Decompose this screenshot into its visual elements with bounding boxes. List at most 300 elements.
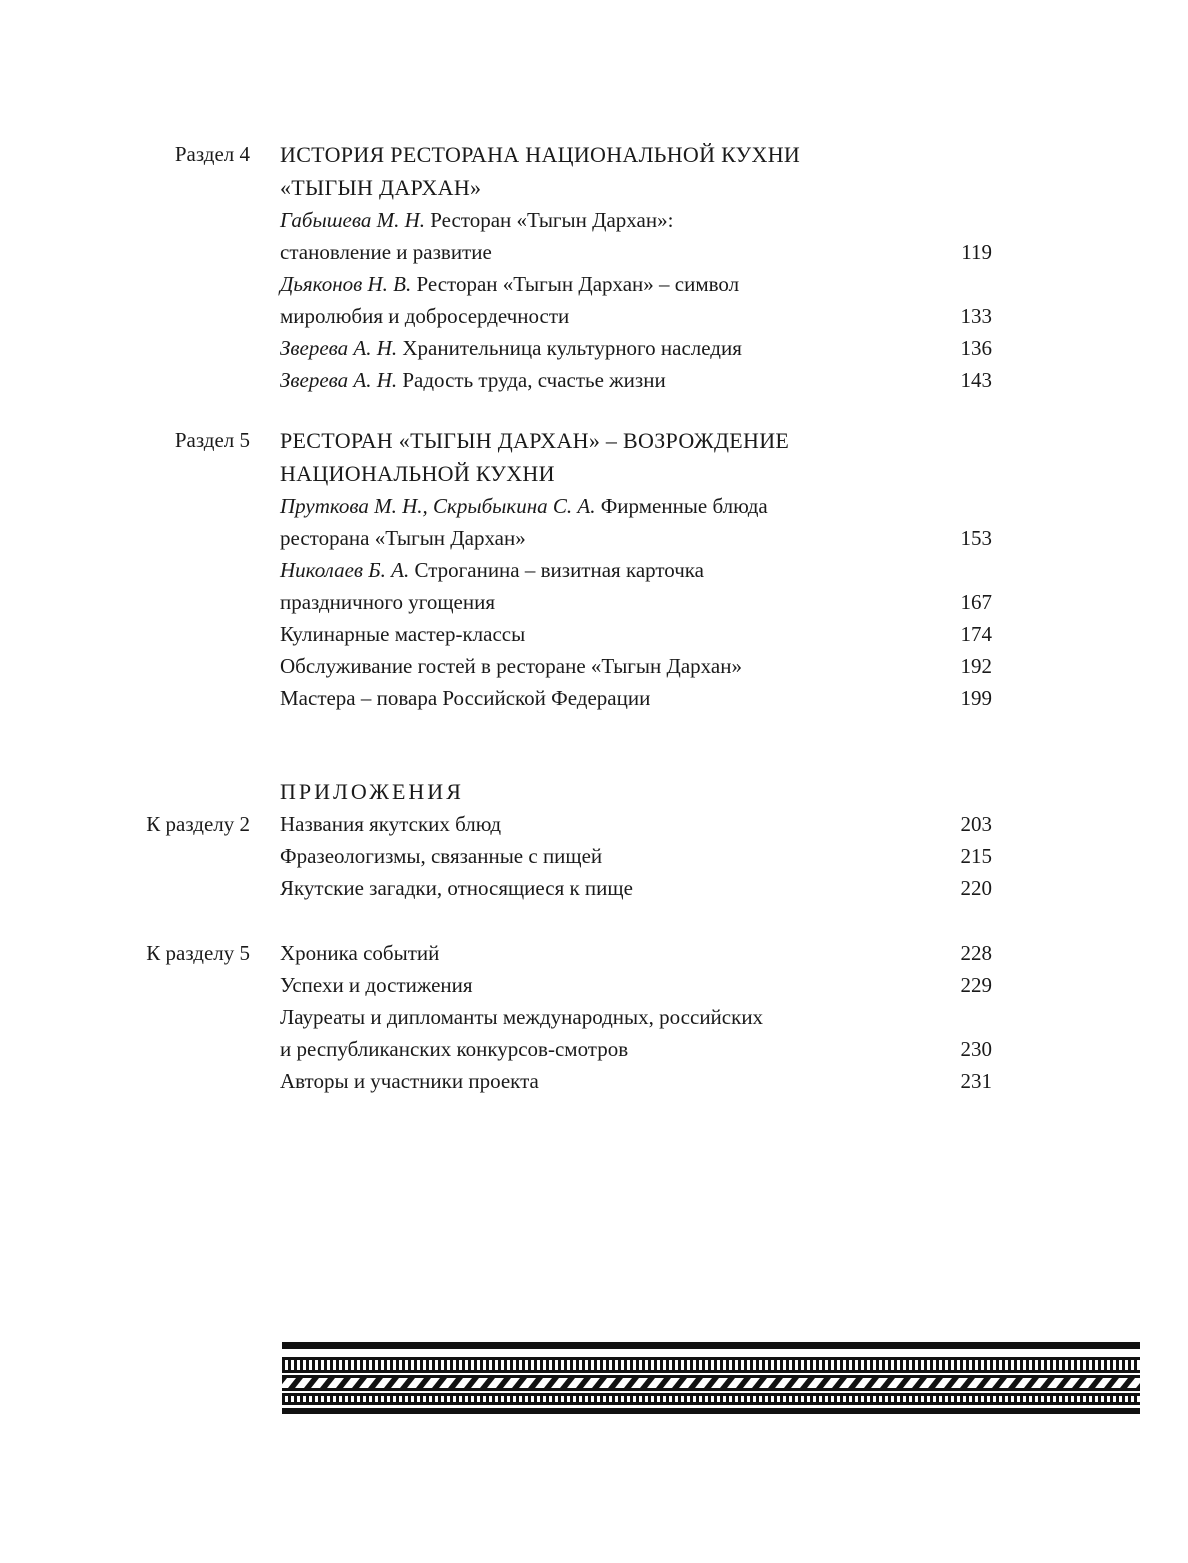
ornament-tooth: [762, 1360, 765, 1370]
toc-entry: [280, 490, 1000, 554]
ornament-slash: [592, 1378, 607, 1388]
ornament-tooth: [960, 1360, 963, 1370]
ornament-tooth: [690, 1360, 693, 1370]
ornament-tooth: [552, 1360, 555, 1370]
ornament-tooth: [468, 1396, 471, 1402]
ornament-slash: [512, 1378, 527, 1388]
ornament-tooth: [690, 1396, 693, 1402]
ornament-slash: [1008, 1378, 1023, 1388]
ornament-tooth: [504, 1360, 507, 1370]
ornament-tooth: [612, 1396, 615, 1402]
ornament-tooth: [486, 1396, 489, 1402]
ornament-tooth: [648, 1396, 651, 1402]
ornament-tooth: [486, 1360, 489, 1370]
ornament-tooth: [882, 1396, 885, 1402]
ornament-tooth: [600, 1396, 603, 1402]
entry-page-number: 199: [960, 686, 992, 710]
ornament-tooth: [1116, 1360, 1119, 1370]
section-heading-line: НАЦИОНАЛЬНОЙ КУХНИ: [280, 461, 555, 486]
ornament-tooth: [804, 1360, 807, 1370]
ornament-tooth: [1128, 1396, 1131, 1402]
ornament-tooth: [396, 1396, 399, 1402]
ornament-tooth: [852, 1396, 855, 1402]
section-heading-line: ИСТОРИЯ РЕСТОРАНА НАЦИОНАЛЬНОЙ КУХНИ: [280, 142, 801, 167]
ornament-tooth: [714, 1396, 717, 1402]
ornament-tooth: [546, 1396, 549, 1402]
ornament-slash: [672, 1378, 687, 1388]
ornament-tooth: [528, 1396, 531, 1402]
ornament-tooth: [948, 1396, 951, 1402]
ornament-tooth: [378, 1396, 381, 1402]
ornament-tooth: [816, 1360, 819, 1370]
ornament-tooth: [564, 1360, 567, 1370]
ornament-tooth: [678, 1396, 681, 1402]
toc-entry: [280, 618, 1000, 650]
ornament-tooth: [618, 1360, 621, 1370]
ornament-tooth: [1098, 1360, 1101, 1370]
ornament-tooth: [492, 1360, 495, 1370]
entry-title: Успехи и достижения: [280, 973, 473, 997]
ornament-tooth: [504, 1396, 507, 1402]
ornament-tooth: [1044, 1360, 1047, 1370]
ornament-tooth: [768, 1360, 771, 1370]
ornament-slash: [912, 1378, 927, 1388]
entry-title: Фразеологизмы, связанные с пищей: [280, 844, 603, 868]
entry-page-number: 231: [960, 1069, 992, 1093]
ornament-tooth: [858, 1396, 861, 1402]
entry-title-cont: и республиканских конкурсов-смотров: [280, 1037, 629, 1061]
ornament-slash: [448, 1378, 463, 1388]
entry-page-number: 215: [960, 844, 992, 868]
ornament-tooth: [1044, 1396, 1047, 1402]
entry-page-number: 119: [961, 240, 992, 264]
ornament-tooth: [666, 1396, 669, 1402]
ornament-tooth: [1050, 1396, 1053, 1402]
section-label: Раздел 5: [174, 428, 250, 452]
ornament-tooth: [312, 1360, 315, 1370]
ornament-tooth: [534, 1396, 537, 1402]
ornament-tooth: [390, 1396, 393, 1402]
appendix-group-body: [280, 808, 1000, 904]
ornament-tooth: [750, 1360, 753, 1370]
ornament-tooth: [612, 1360, 615, 1370]
ornament-tooth: [378, 1360, 381, 1370]
ornament-slash: [282, 1378, 287, 1388]
ornament-tooth: [432, 1396, 435, 1402]
ornament-tooth: [834, 1360, 837, 1370]
ornament-tooth: [414, 1396, 417, 1402]
ornament-slash: [704, 1378, 719, 1388]
ornament-tooth: [576, 1360, 579, 1370]
section-label: Раздел 4: [174, 142, 250, 166]
ornament-tooth: [462, 1360, 465, 1370]
ornament-tooth: [918, 1396, 921, 1402]
ornament-tooth: [942, 1396, 945, 1402]
ornament-tooth: [756, 1360, 759, 1370]
ornament-tooth: [396, 1360, 399, 1370]
ornament-tooth: [420, 1396, 423, 1402]
entry-page-number: 174: [960, 622, 992, 646]
ornament-tooth: [372, 1396, 375, 1402]
ornament-tooth: [900, 1360, 903, 1370]
ornament-tooth: [1086, 1360, 1089, 1370]
ornament-tooth: [984, 1360, 987, 1370]
section-heading-line: «ТЫГЫН ДАРХАН»: [280, 175, 482, 200]
ornament-tooth: [804, 1396, 807, 1402]
ornament-tooth: [1134, 1360, 1137, 1370]
ornament-tooth: [360, 1360, 363, 1370]
entry-title: Хроника событий: [280, 941, 440, 965]
ornament-tooth: [444, 1360, 447, 1370]
ornament-tooth: [906, 1360, 909, 1370]
ornament-tooth: [426, 1360, 429, 1370]
ornament-tooth: [702, 1360, 705, 1370]
entry-page-number: 220: [960, 876, 992, 900]
ornament-tooth: [1068, 1360, 1071, 1370]
ornament-tooth: [912, 1396, 915, 1402]
ornament-tooth: [498, 1396, 501, 1402]
appendix-group-label: К разделу 2: [146, 812, 250, 836]
ornament-tooth: [456, 1396, 459, 1402]
ornament-tooth: [408, 1396, 411, 1402]
ornament-lower-comb-bottom-rule: [282, 1402, 1140, 1405]
ornament-slash: [832, 1378, 847, 1388]
ornament-tooth: [948, 1360, 951, 1370]
ornament-tooth: [708, 1360, 711, 1370]
ornament-tooth: [1008, 1360, 1011, 1370]
ornament-tooth: [762, 1396, 765, 1402]
ornament-comb-bottom: [282, 1396, 1137, 1402]
ornament-tooth: [798, 1396, 801, 1402]
entry-title: Фирменные блюда: [595, 494, 768, 518]
entry-author: Зверева А. Н.: [280, 368, 398, 392]
ornament-slash: [736, 1378, 751, 1388]
ornament-tooth: [894, 1360, 897, 1370]
ornament-tooth: [966, 1360, 969, 1370]
entry-page-number: 143: [960, 368, 992, 392]
ornament-tooth: [294, 1396, 297, 1402]
ornament-tooth: [1002, 1360, 1005, 1370]
ornament-tooth: [534, 1360, 537, 1370]
ornament-slash: [320, 1378, 335, 1388]
ornament-tooth: [744, 1396, 747, 1402]
ornament-slash: [304, 1378, 319, 1388]
ornament-tooth: [642, 1360, 645, 1370]
ornament-tooth: [954, 1360, 957, 1370]
ornament-tooth: [876, 1360, 879, 1370]
ornament-slash: [624, 1378, 639, 1388]
ornament-tooth: [1020, 1360, 1023, 1370]
ornament-tooth: [870, 1396, 873, 1402]
entry-page-number: 153: [960, 526, 992, 550]
ornament-tooth: [660, 1360, 663, 1370]
section-body: [280, 424, 1000, 714]
ornament-tooth: [1128, 1360, 1131, 1370]
ornament-tooth: [540, 1360, 543, 1370]
ornament-slash: [608, 1378, 623, 1388]
ornament-tooth: [1032, 1396, 1035, 1402]
entry-page-number: 136: [960, 336, 992, 360]
ornament-tooth: [522, 1360, 525, 1370]
ornament-tooth: [546, 1360, 549, 1370]
ornament-slash: [1072, 1378, 1087, 1388]
ornament-tooth: [672, 1396, 675, 1402]
ornament-tooth: [450, 1360, 453, 1370]
ornament-tooth: [930, 1360, 933, 1370]
ornament-tooth: [600, 1360, 603, 1370]
ornament-slash: [1120, 1378, 1135, 1388]
ornament-tooth: [888, 1396, 891, 1402]
ornament-tooth: [1026, 1396, 1029, 1402]
toc-entry: [280, 872, 1000, 904]
ornament-slash: [576, 1378, 591, 1388]
toc-entry: [280, 204, 1000, 268]
ornament-tooth: [438, 1396, 441, 1402]
entry-title: Радость труда, счастье жизни: [397, 368, 666, 392]
ornament-tooth: [1122, 1360, 1125, 1370]
ornament-tooth: [576, 1396, 579, 1402]
ornament-tooth: [630, 1360, 633, 1370]
ornament-tooth: [630, 1396, 633, 1402]
ornament-tooth: [768, 1396, 771, 1402]
ornament-slash: [400, 1378, 415, 1388]
ornament-tooth: [354, 1360, 357, 1370]
ornament-tooth: [468, 1360, 471, 1370]
ornament-tooth: [306, 1360, 309, 1370]
ornament-tooth: [936, 1360, 939, 1370]
entry-title: Ресторан «Тыгын Дархан» – символ: [411, 272, 740, 296]
ornament-tooth: [786, 1396, 789, 1402]
ornament-tooth: [594, 1396, 597, 1402]
ornament-tooth: [786, 1360, 789, 1370]
ornament-tooth: [1080, 1396, 1083, 1402]
ornament-tooth: [1038, 1396, 1041, 1402]
ornament-tooth: [900, 1396, 903, 1402]
ornament-tooth: [1110, 1396, 1113, 1402]
ornament-tooth: [1110, 1360, 1113, 1370]
ornament-tooth: [648, 1360, 651, 1370]
ornament-tooth: [774, 1396, 777, 1402]
toc-entry: [280, 1065, 1000, 1097]
ornament-slash: [896, 1378, 911, 1388]
ornament-tooth: [978, 1396, 981, 1402]
ornament-tooth: [582, 1360, 585, 1370]
ornament-tooth: [1074, 1396, 1077, 1402]
ornament-tooth: [930, 1396, 933, 1402]
ornament-tooth: [588, 1360, 591, 1370]
ornament-tooth: [522, 1396, 525, 1402]
ornament-tooth: [822, 1396, 825, 1402]
ornament-tooth: [360, 1396, 363, 1402]
entry-title: Лауреаты и дипломанты международных, российских: [280, 1005, 764, 1029]
ornament-tooth: [312, 1396, 315, 1402]
ornament-tooth: [594, 1360, 597, 1370]
ornament-slash-band: [282, 1378, 1140, 1388]
ornament-slash: [528, 1378, 543, 1388]
ornament-band-top-rule: [282, 1375, 1140, 1378]
ornament-tooth: [510, 1396, 513, 1402]
ornament-tooth: [492, 1396, 495, 1402]
ornament-tooth: [288, 1360, 291, 1370]
ornament-tooth: [684, 1360, 687, 1370]
toc-entry: [280, 682, 1000, 714]
ornament-tooth: [1032, 1360, 1035, 1370]
ornament-tooth: [330, 1360, 333, 1370]
ornament-tooth: [390, 1360, 393, 1370]
entry-author: Дьяконов Н. В.: [280, 272, 412, 296]
ornament-tooth: [366, 1360, 369, 1370]
ornament-tooth: [294, 1360, 297, 1370]
toc-entry: [280, 364, 1000, 396]
ornament-tooth: [636, 1360, 639, 1370]
ornament-tooth: [384, 1396, 387, 1402]
ornament-slash: [464, 1378, 479, 1388]
ornament-tooth: [564, 1396, 567, 1402]
ornament-tooth: [684, 1396, 687, 1402]
ornament-slash: [800, 1378, 815, 1388]
ornament-tooth: [660, 1396, 663, 1402]
ornament-slash: [640, 1378, 655, 1388]
ornament-slash: [752, 1378, 767, 1388]
ornament-tooth: [408, 1360, 411, 1370]
ornament-tooth: [1056, 1360, 1059, 1370]
ornament-tooth: [810, 1360, 813, 1370]
ornament-tooth: [1104, 1360, 1107, 1370]
entry-page-number: 167: [960, 590, 992, 614]
ornament-tooth: [966, 1396, 969, 1402]
ornament-tooth: [552, 1396, 555, 1402]
entry-title: Авторы и участники проекта: [280, 1069, 539, 1093]
ornament-tooth: [822, 1360, 825, 1370]
ornament-tooth: [606, 1360, 609, 1370]
ornament-tooth: [366, 1396, 369, 1402]
ornament-tooth: [984, 1396, 987, 1402]
ornament-slash: [992, 1378, 1007, 1388]
ornament-tooth: [342, 1396, 345, 1402]
ornament-slash: [784, 1378, 799, 1388]
ornament-tooth: [1092, 1396, 1095, 1402]
ornament-tooth: [588, 1396, 591, 1402]
ornament-slash: [816, 1378, 831, 1388]
ornament-tooth: [318, 1360, 321, 1370]
ornament-tooth: [318, 1396, 321, 1402]
ornament-tooth: [870, 1360, 873, 1370]
entry-title: Кулинарные мастер-классы: [280, 622, 526, 646]
ornament-tooth: [1008, 1396, 1011, 1402]
entry-author: Николаев Б. А.: [280, 558, 410, 582]
ornament-tooth: [402, 1396, 405, 1402]
toc-entry: [280, 969, 1000, 1001]
ornament-tooth: [714, 1360, 717, 1370]
ornament-tooth: [852, 1360, 855, 1370]
ornament-tooth: [828, 1360, 831, 1370]
ornament-tooth: [672, 1360, 675, 1370]
ornament-tooth: [336, 1360, 339, 1370]
ornament-tooth: [324, 1396, 327, 1402]
ornament-slash: [544, 1378, 559, 1388]
entry-title: Ресторан «Тыгын Дархан»:: [425, 208, 674, 232]
ornament-tooth: [924, 1360, 927, 1370]
entry-title: Хранительница культурного наследия: [397, 336, 742, 360]
ornament-tooth: [1098, 1396, 1101, 1402]
ornament-tooth: [540, 1396, 543, 1402]
ornament-tooth: [342, 1360, 345, 1370]
ornament-slash: [768, 1378, 783, 1388]
ornament-tooth: [840, 1360, 843, 1370]
entry-title: Названия якутских блюд: [280, 812, 502, 836]
toc-entry: [280, 554, 1000, 618]
ornament-tooth: [708, 1396, 711, 1402]
ornament-tooth: [918, 1360, 921, 1370]
ornament-tooth: [558, 1360, 561, 1370]
ornament-tooth: [606, 1396, 609, 1402]
ornament-tooth: [1074, 1360, 1077, 1370]
ornament-tooth: [720, 1396, 723, 1402]
toc-entry: [280, 332, 1000, 364]
entry-title-cont: миролюбия и добросердечности: [280, 304, 570, 328]
ornament-tooth: [1038, 1360, 1041, 1370]
ornament-tooth: [1104, 1396, 1107, 1402]
ornament-tooth: [444, 1396, 447, 1402]
ornament-tooth: [582, 1396, 585, 1402]
ornament-tooth: [330, 1396, 333, 1402]
ornament-slash: [496, 1378, 511, 1388]
ornament-border-icon: [282, 1342, 1140, 1414]
ornament-tooth: [450, 1396, 453, 1402]
ornament-tooth: [1056, 1396, 1059, 1402]
ornament-tooth: [1086, 1396, 1089, 1402]
ornament-tooth: [996, 1360, 999, 1370]
ornament-tooth: [942, 1360, 945, 1370]
ornament-comb-bottom-rule: [282, 1370, 1140, 1373]
ornament-tooth: [990, 1360, 993, 1370]
ornament-tooth: [744, 1360, 747, 1370]
ornament-tooth: [1116, 1396, 1119, 1402]
ornament-slash: [368, 1378, 383, 1388]
ornament-tooth: [936, 1396, 939, 1402]
ornament-tooth: [816, 1396, 819, 1402]
ornament-comb-top-rule: [282, 1357, 1140, 1360]
ornament-tooth: [990, 1396, 993, 1402]
entry-page-number: 192: [960, 654, 992, 678]
ornament-tooth: [642, 1396, 645, 1402]
entry-author: Габышева М. Н.: [280, 208, 426, 232]
ornament-tooth: [420, 1360, 423, 1370]
ornament-tooth: [1014, 1360, 1017, 1370]
ornament-tooth: [702, 1396, 705, 1402]
ornament-tooth: [924, 1396, 927, 1402]
ornament-tooth: [1062, 1360, 1065, 1370]
ornament-slash: [864, 1378, 879, 1388]
ornament-tooth: [1068, 1396, 1071, 1402]
ornament-tooth: [774, 1360, 777, 1370]
ornament-tooth: [972, 1396, 975, 1402]
ornament-tooth: [348, 1360, 351, 1370]
ornament-tooth: [282, 1396, 285, 1402]
ornament-tooth: [462, 1396, 465, 1402]
ornament-slash: [656, 1378, 671, 1388]
ornament-tooth: [480, 1396, 483, 1402]
ornament-slash: [944, 1378, 959, 1388]
ornament-tooth: [894, 1396, 897, 1402]
ornament-tooth: [840, 1396, 843, 1402]
ornament-tooth: [846, 1396, 849, 1402]
ornament-tooth: [858, 1360, 861, 1370]
ornament-bottom-rule: [282, 1408, 1140, 1414]
ornament-tooth: [810, 1396, 813, 1402]
ornament-tooth: [282, 1360, 285, 1370]
ornament-comb-top: [282, 1360, 1137, 1370]
